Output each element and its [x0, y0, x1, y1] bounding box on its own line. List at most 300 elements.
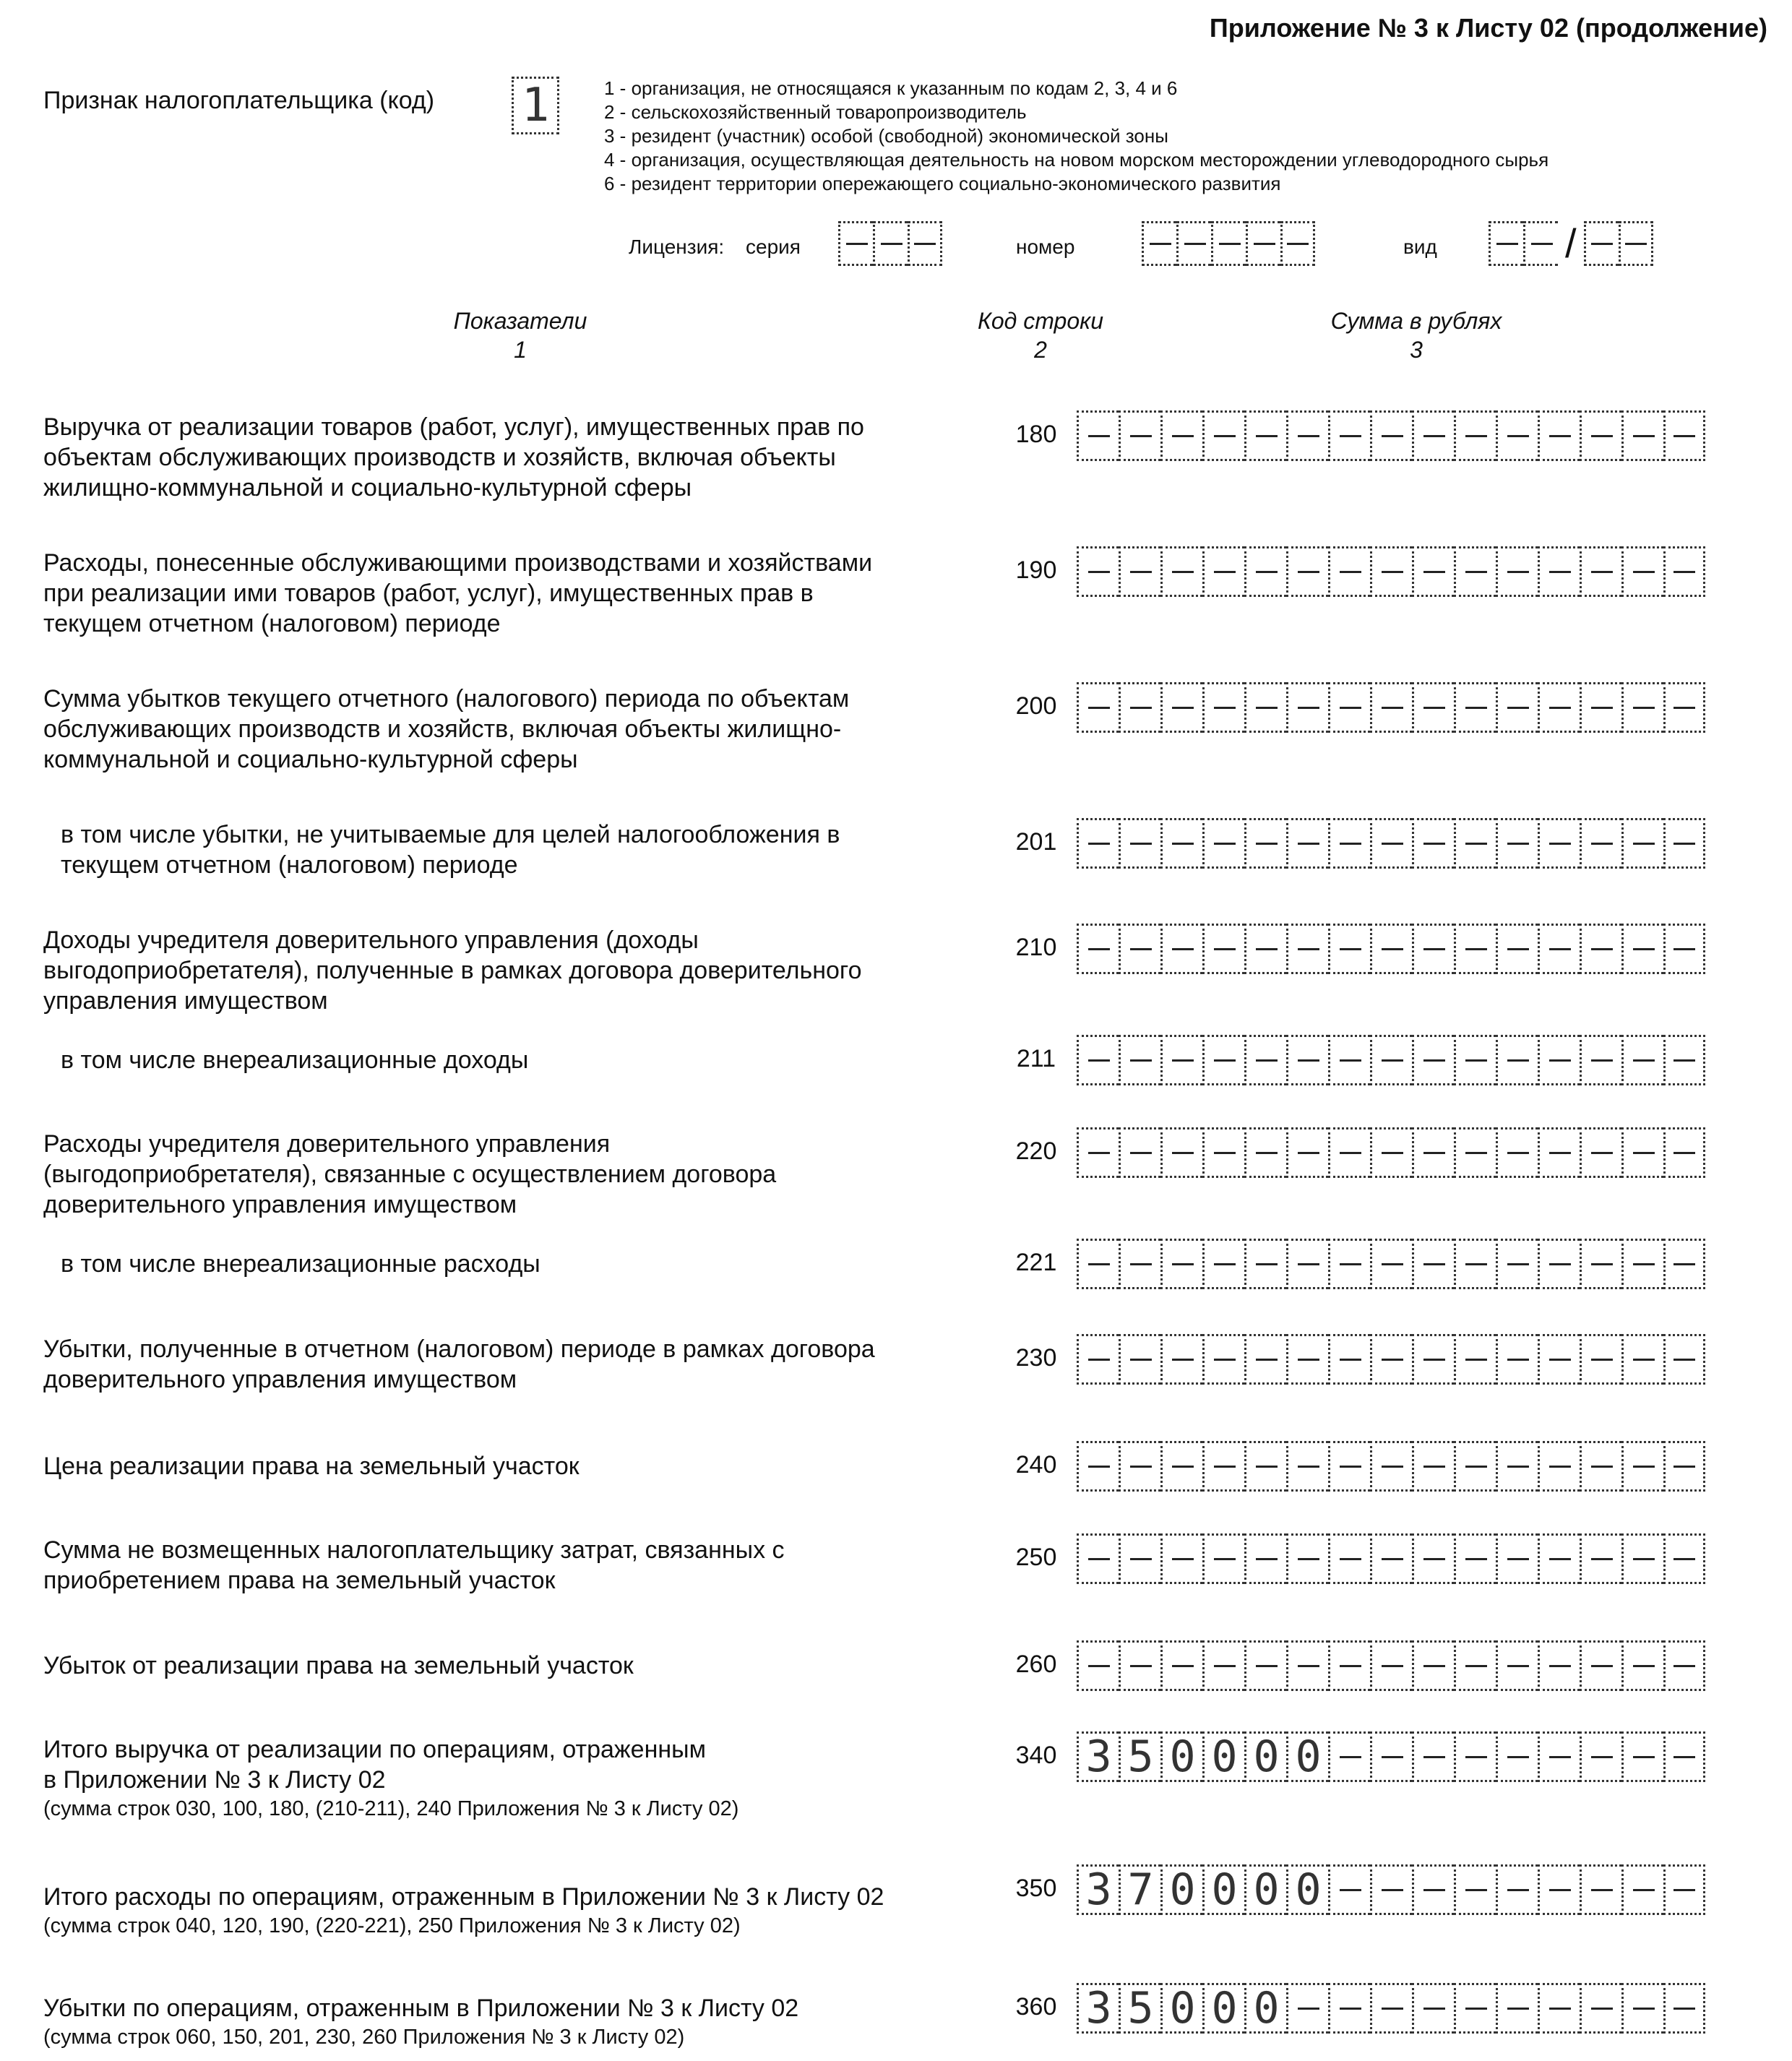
sum-cell: [1538, 1334, 1580, 1385]
license-cell: [838, 221, 873, 266]
sum-cell: 0: [1244, 1864, 1286, 1915]
sum-cell: [1663, 682, 1705, 733]
sum-cell: [1412, 1035, 1454, 1085]
sum-cell: [1328, 1334, 1370, 1385]
sum-cell: [1244, 1127, 1286, 1178]
sum-cell: [1538, 818, 1580, 869]
sum-cell: [1580, 1731, 1621, 1782]
row-code: 221: [1015, 1249, 1057, 1276]
sum-cell: [1454, 1127, 1496, 1178]
sum-cell: [1538, 1983, 1580, 2034]
sum-cell: [1370, 818, 1412, 869]
sum-cell: [1412, 1731, 1454, 1782]
sum-cell: 5: [1119, 1983, 1160, 2034]
sum-cell: [1328, 546, 1370, 597]
sum-cell: [1370, 1035, 1412, 1085]
taxpayer-code-cell: 1: [512, 77, 559, 134]
license-type-label: вид: [1403, 236, 1437, 258]
sum-cell: [1621, 818, 1663, 869]
sum-cell: [1286, 818, 1328, 869]
sum-cell: [1454, 1640, 1496, 1691]
row-label-line: текущем отчетном (налоговом) периоде: [43, 610, 501, 637]
sum-cell: [1370, 1731, 1412, 1782]
sum-cell: [1454, 1441, 1496, 1492]
column-header-code: [939, 306, 1142, 364]
row-label-line: в Приложении № 3 к Листу 02: [43, 1766, 386, 1794]
sum-cell: [1538, 546, 1580, 597]
sum-field-250[interactable]: [1077, 1533, 1705, 1584]
sum-cell: 3: [1077, 1864, 1119, 1915]
license-cell: [1211, 221, 1246, 266]
sum-cell: [1580, 1533, 1621, 1584]
sum-cell: [1119, 924, 1160, 974]
row-label-line: выгодоприобретателя), полученные в рамках договора доверительного: [43, 957, 862, 984]
sum-cell: [1328, 1864, 1370, 1915]
sum-cell: [1119, 546, 1160, 597]
row-label-line: Сумма не возмещенных налогоплательщику затрат, связанных с: [43, 1536, 785, 1564]
sum-cell: [1077, 1127, 1119, 1178]
row-label-201: [61, 819, 840, 880]
sum-field-221[interactable]: [1077, 1239, 1705, 1289]
sum-cell: [1496, 818, 1538, 869]
sum-cell: [1202, 1239, 1244, 1289]
taxpayer-sign-label: Признак налогоплательщика (код): [43, 87, 435, 114]
sum-cell: [1202, 1334, 1244, 1385]
row-label-line: приобретением права на земельный участок: [43, 1567, 556, 1594]
sum-cell: [1328, 1127, 1370, 1178]
row-label-line: Убытки по операциям, отраженным в Приложении № 3 к Листу 02: [43, 1995, 799, 2022]
sum-cell: [1454, 1035, 1496, 1085]
row-label-line: коммунальной и социально-культурной сферы: [43, 746, 578, 773]
license-cell: [1176, 221, 1211, 266]
sum-cell: [1454, 682, 1496, 733]
row-code: 360: [1015, 1993, 1057, 2021]
sum-cell: [1663, 1731, 1705, 1782]
sum-cell: [1077, 924, 1119, 974]
sum-field-200[interactable]: [1077, 682, 1705, 733]
license-cell: [873, 221, 908, 266]
sum-cell: [1328, 1035, 1370, 1085]
sum-cell: [1663, 1239, 1705, 1289]
row-label-line: Убыток от реализации права на земельный участок: [43, 1652, 634, 1679]
column-header-number: 1: [514, 337, 527, 363]
sum-cell: [1077, 410, 1119, 461]
sum-cell: [1412, 1533, 1454, 1584]
sum-cell: [1412, 924, 1454, 974]
row-code: 190: [1015, 556, 1057, 584]
sum-cell: 0: [1202, 1983, 1244, 2034]
sum-cell: [1621, 1334, 1663, 1385]
column-header-text: Показатели: [453, 308, 587, 334]
row-code: 220: [1015, 1137, 1057, 1165]
sum-cell: [1286, 924, 1328, 974]
sum-cell: [1077, 1533, 1119, 1584]
sum-cell: [1202, 1035, 1244, 1085]
row-code: 230: [1015, 1344, 1057, 1372]
sum-cell: [1580, 682, 1621, 733]
sum-cell: [1663, 1127, 1705, 1178]
row-code: 260: [1015, 1651, 1057, 1678]
sum-cell: 3: [1077, 1731, 1119, 1782]
sum-cell: [1202, 1533, 1244, 1584]
sum-cell: [1538, 1127, 1580, 1178]
sum-cell: [1621, 1640, 1663, 1691]
sum-cell: [1077, 818, 1119, 869]
license-number-label: номер: [1016, 236, 1075, 258]
sum-cell: [1538, 682, 1580, 733]
row-label-line: (выгодоприобретателя), связанные с осуществлением договора: [43, 1161, 777, 1188]
sum-field-201[interactable]: [1077, 818, 1705, 869]
sum-cell: [1202, 1640, 1244, 1691]
sum-cell: 0: [1244, 1983, 1286, 2034]
sum-cell: [1663, 924, 1705, 974]
sum-cell: [1538, 1533, 1580, 1584]
sum-field-340[interactable]: [1077, 1731, 1705, 1782]
sum-cell: [1412, 1640, 1454, 1691]
sum-cell: [1286, 1533, 1328, 1584]
sum-cell: [1496, 1533, 1538, 1584]
sum-cell: [1119, 1035, 1160, 1085]
sum-cell: [1496, 682, 1538, 733]
license-cell: [908, 221, 942, 266]
sum-cell: [1077, 1334, 1119, 1385]
sum-cell: [1370, 1533, 1412, 1584]
sum-cell: 7: [1119, 1864, 1160, 1915]
sum-cell: [1663, 1983, 1705, 2034]
sum-cell: [1454, 1731, 1496, 1782]
sum-cell: [1663, 1035, 1705, 1085]
sum-cell: [1119, 1441, 1160, 1492]
sum-cell: [1454, 1864, 1496, 1915]
sum-cell: [1286, 1983, 1328, 2034]
row-label-line: Убытки, полученные в отчетном (налоговом) периоде в рамках договора: [43, 1335, 875, 1363]
sum-cell: [1328, 1731, 1370, 1782]
sum-cell: [1160, 924, 1202, 974]
sum-cell: [1244, 1441, 1286, 1492]
sum-cell: [1202, 818, 1244, 869]
taxpayer-code-field[interactable]: [512, 77, 559, 134]
row-code: 200: [1015, 692, 1057, 720]
row-label-340: [43, 1734, 738, 1823]
sum-cell: [1119, 410, 1160, 461]
sum-cell: [1160, 1334, 1202, 1385]
sum-cell: [1202, 410, 1244, 461]
sum-cell: [1244, 1239, 1286, 1289]
sum-field-211[interactable]: [1077, 1035, 1705, 1085]
sum-cell: [1538, 1239, 1580, 1289]
sum-cell: [1202, 1441, 1244, 1492]
sum-cell: [1538, 1640, 1580, 1691]
sum-cell: [1621, 682, 1663, 733]
sum-cell: 0: [1286, 1864, 1328, 1915]
sum-cell: 0: [1160, 1731, 1202, 1782]
sum-cell: [1077, 682, 1119, 733]
sum-cell: [1370, 1983, 1412, 2034]
row-label-230: [43, 1334, 875, 1395]
sum-cell: [1621, 1533, 1663, 1584]
sum-cell: 0: [1160, 1983, 1202, 2034]
sum-cell: [1328, 1983, 1370, 2034]
sum-cell: [1580, 1035, 1621, 1085]
sum-cell: [1077, 1441, 1119, 1492]
sum-cell: [1077, 1640, 1119, 1691]
sum-cell: [1621, 1731, 1663, 1782]
sum-cell: [1621, 1127, 1663, 1178]
row-label-221: [61, 1249, 540, 1279]
row-label-line: Сумма убытков текущего отчетного (налогового) периода по объектам: [43, 685, 850, 713]
taxpayer-note: 4 - организация, осуществляющая деятельность на новом морском месторождении углеводородного сырья: [604, 149, 1549, 171]
column-header-sum: [1272, 306, 1561, 364]
row-label-240: [43, 1451, 580, 1481]
taxpayer-note: 3 - резидент (участник) особой (свободной) экономической зоны: [604, 125, 1168, 147]
sum-cell: [1496, 1127, 1538, 1178]
license-number-field[interactable]: [1142, 221, 1315, 266]
sum-cell: [1663, 1533, 1705, 1584]
sum-cell: [1663, 410, 1705, 461]
sum-cell: [1119, 682, 1160, 733]
sum-cell: [1496, 1239, 1538, 1289]
sum-cell: [1244, 546, 1286, 597]
license-cell: [1280, 221, 1315, 266]
sum-cell: [1454, 1533, 1496, 1584]
sum-cell: [1286, 1441, 1328, 1492]
sum-cell: [1286, 1334, 1328, 1385]
sum-cell: [1328, 1239, 1370, 1289]
taxpayer-note: 1 - организация, не относящаяся к указанным по кодам 2, 3, 4 и 6: [604, 77, 1178, 99]
sum-cell: [1370, 546, 1412, 597]
sum-cell: [1412, 1334, 1454, 1385]
sum-cell: [1412, 1127, 1454, 1178]
row-label-line: доверительного управления имуществом: [43, 1366, 517, 1393]
sum-cell: [1370, 924, 1412, 974]
row-label-line: текущем отчетном (налоговом) периоде: [61, 851, 518, 879]
row-label-line: Расходы учредителя доверительного управления: [43, 1130, 611, 1158]
license-cell: [1619, 221, 1653, 266]
page-title: Приложение № 3 к Листу 02 (продолжение): [1209, 13, 1767, 43]
sum-cell: [1286, 1035, 1328, 1085]
sum-cell: [1244, 1334, 1286, 1385]
sum-cell: 5: [1119, 1731, 1160, 1782]
row-code: 340: [1015, 1742, 1057, 1769]
sum-cell: [1370, 1334, 1412, 1385]
sum-field-360[interactable]: [1077, 1983, 1705, 2034]
sum-cell: [1454, 546, 1496, 597]
sum-cell: [1496, 546, 1538, 597]
sum-cell: [1244, 818, 1286, 869]
license-type-field[interactable]: [1489, 221, 1653, 266]
sum-cell: [1580, 1334, 1621, 1385]
sum-cell: [1621, 1441, 1663, 1492]
sum-cell: [1580, 1983, 1621, 2034]
sum-cell: [1202, 1127, 1244, 1178]
license-cell: [1142, 221, 1176, 266]
sum-cell: [1580, 410, 1621, 461]
sum-cell: [1286, 682, 1328, 733]
license-cell: [1523, 221, 1558, 266]
sum-cell: [1119, 1334, 1160, 1385]
sum-cell: [1328, 410, 1370, 461]
sum-cell: 0: [1202, 1731, 1244, 1782]
sum-field-350[interactable]: [1077, 1864, 1705, 1915]
sum-cell: [1412, 682, 1454, 733]
sum-cell: [1621, 410, 1663, 461]
sum-cell: [1580, 924, 1621, 974]
row-note: (сумма строк 060, 150, 201, 230, 260 Приложения № 3 к Листу 02): [43, 2026, 685, 2049]
sum-cell: [1119, 1640, 1160, 1691]
sum-field-240[interactable]: [1077, 1441, 1705, 1492]
sum-cell: [1538, 1035, 1580, 1085]
row-label-line: управления имуществом: [43, 987, 328, 1015]
license-cell: [1584, 221, 1619, 266]
sum-cell: [1496, 1983, 1538, 2034]
sum-cell: [1119, 1533, 1160, 1584]
sum-cell: [1077, 1239, 1119, 1289]
sum-cell: [1119, 818, 1160, 869]
sum-cell: [1244, 1533, 1286, 1584]
sum-cell: [1244, 682, 1286, 733]
sum-cell: [1663, 1334, 1705, 1385]
row-label-line: при реализации ими товаров (работ, услуг), имущественных прав в: [43, 580, 814, 607]
sum-cell: [1663, 1864, 1705, 1915]
sum-cell: [1496, 1334, 1538, 1385]
row-code: 210: [1015, 934, 1057, 961]
sum-cell: [1621, 1864, 1663, 1915]
sum-cell: [1370, 1127, 1412, 1178]
row-label-line: Итого выручка от реализации по операциям, отраженным: [43, 1736, 706, 1763]
sum-cell: [1202, 682, 1244, 733]
sum-cell: [1663, 818, 1705, 869]
row-label-line: жилищно-коммунальной и социально-культурной сферы: [43, 474, 692, 502]
sum-cell: [1244, 924, 1286, 974]
license-cell: [1489, 221, 1523, 266]
license-series-field[interactable]: [838, 221, 942, 266]
sum-cell: [1580, 1127, 1621, 1178]
sum-cell: [1286, 1640, 1328, 1691]
taxpayer-code-notes: [604, 77, 1548, 196]
license-label: Лицензия:: [629, 236, 725, 258]
sum-cell: [1328, 682, 1370, 733]
sum-field-190[interactable]: [1077, 546, 1705, 597]
sum-cell: [1454, 1983, 1496, 2034]
row-label-210: [43, 925, 861, 1016]
sum-field-210[interactable]: [1077, 924, 1705, 974]
sum-cell: [1621, 546, 1663, 597]
sum-cell: [1160, 818, 1202, 869]
row-code: 350: [1015, 1875, 1057, 1902]
sum-cell: [1202, 924, 1244, 974]
sum-cell: [1077, 546, 1119, 597]
sum-field-230[interactable]: [1077, 1334, 1705, 1385]
sum-cell: [1621, 1035, 1663, 1085]
sum-cell: [1370, 1441, 1412, 1492]
row-label-line: доверительного управления имуществом: [43, 1191, 517, 1218]
row-code: 240: [1015, 1451, 1057, 1479]
sum-cell: [1370, 1864, 1412, 1915]
sum-cell: [1454, 1239, 1496, 1289]
row-label-360: [43, 1993, 798, 2051]
sum-field-220[interactable]: [1077, 1127, 1705, 1178]
sum-cell: [1580, 1441, 1621, 1492]
sum-cell: [1496, 1640, 1538, 1691]
sum-cell: [1454, 924, 1496, 974]
row-label-line: Итого расходы по операциям, отраженным в Приложении № 3 к Листу 02: [43, 1883, 884, 1911]
sum-cell: [1370, 682, 1412, 733]
column-header-number: 3: [1410, 337, 1423, 363]
sum-cell: 0: [1160, 1864, 1202, 1915]
sum-cell: [1160, 546, 1202, 597]
license-type-slash: /: [1565, 220, 1577, 266]
sum-cell: 0: [1202, 1864, 1244, 1915]
sum-cell: [1412, 1441, 1454, 1492]
sum-cell: [1580, 1239, 1621, 1289]
row-label-line: Выручка от реализации товаров (работ, услуг), имущественных прав по: [43, 413, 864, 441]
sum-cell: [1370, 1239, 1412, 1289]
row-label-line: в том числе внереализационные расходы: [61, 1250, 540, 1278]
sum-cell: [1454, 1334, 1496, 1385]
row-label-260: [43, 1651, 634, 1681]
sum-cell: [1496, 924, 1538, 974]
sum-cell: [1454, 410, 1496, 461]
sum-cell: [1580, 1640, 1621, 1691]
row-label-180: [43, 412, 864, 503]
sum-cell: [1160, 1640, 1202, 1691]
taxpayer-note: 6 - резидент территории опережающего социально-экономического развития: [604, 173, 1281, 194]
sum-field-180[interactable]: [1077, 410, 1705, 461]
sum-cell: [1286, 1127, 1328, 1178]
row-label-211: [61, 1045, 528, 1075]
sum-cell: [1244, 1035, 1286, 1085]
sum-field-260[interactable]: [1077, 1640, 1705, 1691]
sum-cell: [1621, 924, 1663, 974]
sum-cell: 0: [1286, 1731, 1328, 1782]
sum-cell: [1454, 818, 1496, 869]
sum-cell: [1621, 1983, 1663, 2034]
sum-cell: [1160, 1035, 1202, 1085]
sum-cell: [1286, 546, 1328, 597]
sum-cell: [1621, 1239, 1663, 1289]
row-note: (сумма строк 030, 100, 180, (210-211), 240 Приложения № 3 к Листу 02): [43, 1797, 739, 1820]
sum-cell: [1538, 1441, 1580, 1492]
sum-cell: [1663, 1441, 1705, 1492]
sum-cell: [1328, 1441, 1370, 1492]
sum-cell: 3: [1077, 1983, 1119, 2034]
sum-cell: [1244, 1640, 1286, 1691]
sum-cell: [1412, 1983, 1454, 2034]
row-code: 250: [1015, 1544, 1057, 1571]
column-header-indicators: [376, 306, 665, 364]
sum-cell: [1538, 410, 1580, 461]
row-label-line: обслуживающих производств и хозяйств, включая объекты жилищно-: [43, 715, 842, 743]
sum-cell: [1496, 1035, 1538, 1085]
sum-cell: [1202, 546, 1244, 597]
sum-cell: [1160, 682, 1202, 733]
sum-cell: [1580, 1864, 1621, 1915]
sum-cell: [1580, 818, 1621, 869]
sum-cell: [1496, 1441, 1538, 1492]
sum-cell: [1160, 1127, 1202, 1178]
row-note: (сумма строк 040, 120, 190, (220-221), 250 Приложения № 3 к Листу 02): [43, 1914, 741, 1937]
row-label-350: [43, 1882, 884, 1940]
row-label-line: Расходы, понесенные обслуживающими производствами и хозяйствами: [43, 549, 873, 577]
row-label-200: [43, 684, 849, 775]
sum-cell: [1328, 818, 1370, 869]
column-header-number: 2: [1034, 337, 1047, 363]
sum-cell: [1663, 1640, 1705, 1691]
license-cell: [1246, 221, 1280, 266]
row-code: 180: [1015, 421, 1057, 448]
sum-cell: [1119, 1239, 1160, 1289]
row-label-line: Цена реализации права на земельный участок: [43, 1453, 580, 1480]
